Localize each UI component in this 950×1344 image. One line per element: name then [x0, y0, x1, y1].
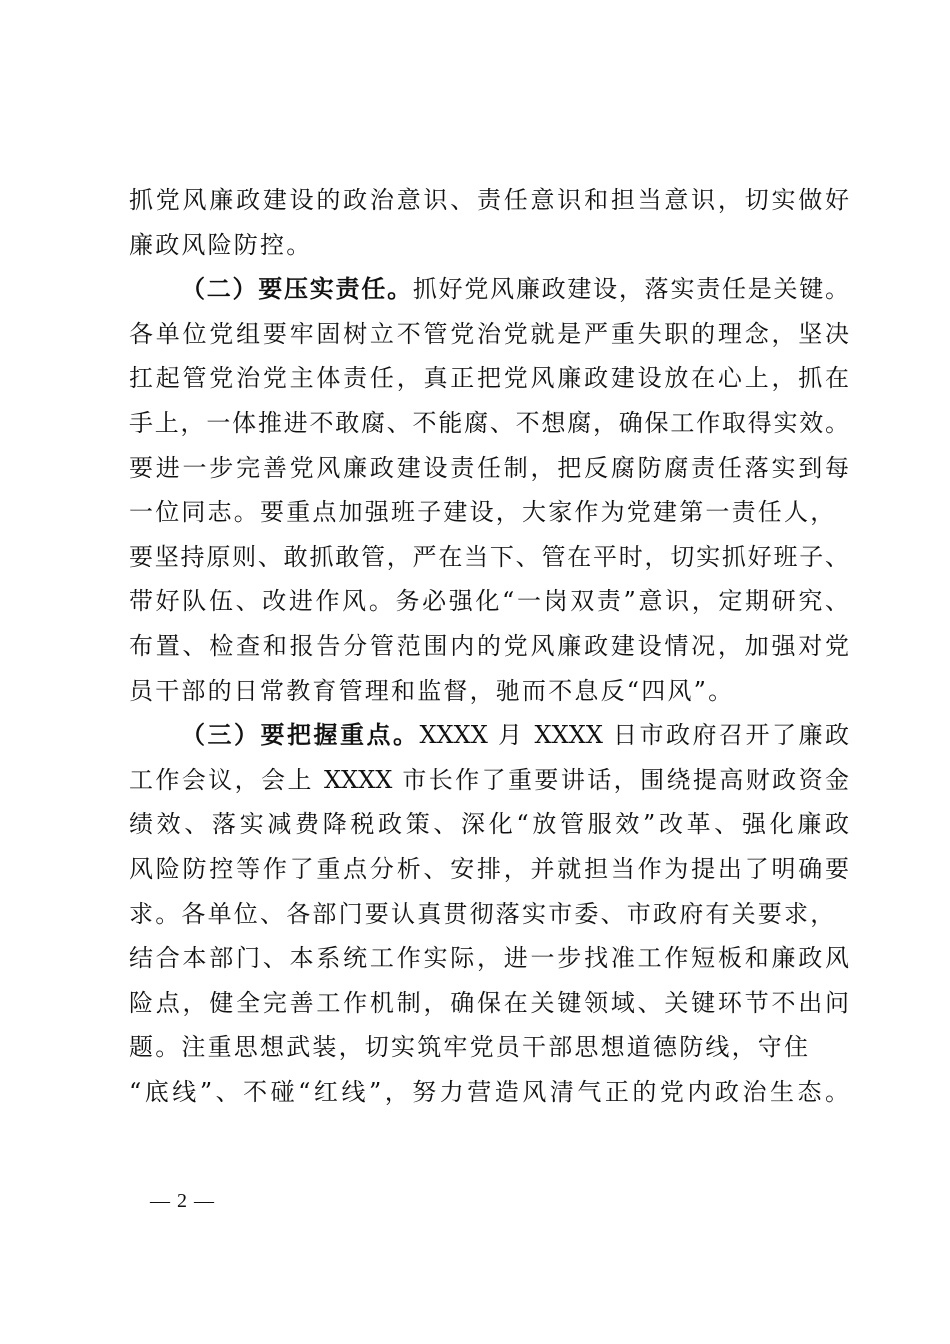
- body-line: “底线”、不碰“红线”，努力营造风清气正的党内政治生态。: [129, 1077, 849, 1106]
- body-line: 一位同志。要重点加强班子建设，大家作为党建第一责任人，: [129, 498, 837, 527]
- body-line: 扛起管党治党主体责任，真正把党风廉政建设放在心上，抓在: [129, 364, 849, 393]
- section-three-heading: （三）要把握重点。: [181, 720, 420, 750]
- body-line: 结合本部门、本系统工作实际，进一步找准工作短板和廉政风: [129, 944, 849, 973]
- body-line: 题。注重思想武装，切实筑牢党员干部思想道德防线，守住: [129, 1033, 811, 1062]
- body-line: 工作会议，会上 XXXX 市长作了重要讲话，围绕提高财政资金: [129, 765, 849, 794]
- body-line: 求。各单位、各部门要认真贯彻落实市委、市政府有关要求，: [129, 899, 837, 928]
- body-line: 绩效、落实减费降税政策、深化“放管服效”改革、强化廉政: [129, 810, 849, 839]
- body-line: 带好队伍、改进作风。务必强化“一岗双责”意识，定期研究、: [129, 587, 849, 616]
- page-number: — 2 —: [150, 1190, 215, 1212]
- body-line: 要进一步完善党风廉政建设责任制，把反腐防腐责任落实到每: [129, 453, 849, 482]
- body-text: 抓好党风廉政建设，落实责任是关键。: [412, 275, 850, 304]
- section-two-heading: （二）要压实责任。: [181, 274, 413, 304]
- document-body: [129, 178, 849, 1114]
- body-line: 要坚持原则、敢抓敢管，严在当下、管在平时，切实抓好班子、: [129, 542, 849, 571]
- body-line: 员干部的日常教育管理和监督，驰而不息反“四风”。: [129, 676, 735, 705]
- body-line: 各单位党组要牢固树立不管党治党就是严重失职的理念，坚决: [129, 319, 849, 348]
- section-three-paragraph-start: [129, 713, 849, 758]
- body-line: 险点，健全完善工作机制，确保在关键领域、关键环节不出问: [129, 988, 849, 1017]
- body-line: 风险防控等作了重点分析、安排，并就担当作为提出了明确要: [129, 854, 849, 883]
- body-line: 手上，一体推进不敢腐、不能腐、不想腐，确保工作取得实效。: [129, 408, 849, 437]
- body-text: XXXX 月 XXXX 日市政府召开了廉政: [419, 721, 849, 750]
- body-line: 抓党风廉政建设的政治意识、责任意识和担当意识，切实做好: [129, 186, 849, 214]
- body-line: 布置、检查和报告分管范围内的党风廉政建设情况，加强对党: [129, 631, 849, 660]
- section-two-paragraph-start: [129, 267, 849, 312]
- body-line: 廉政风险防控。: [129, 230, 313, 259]
